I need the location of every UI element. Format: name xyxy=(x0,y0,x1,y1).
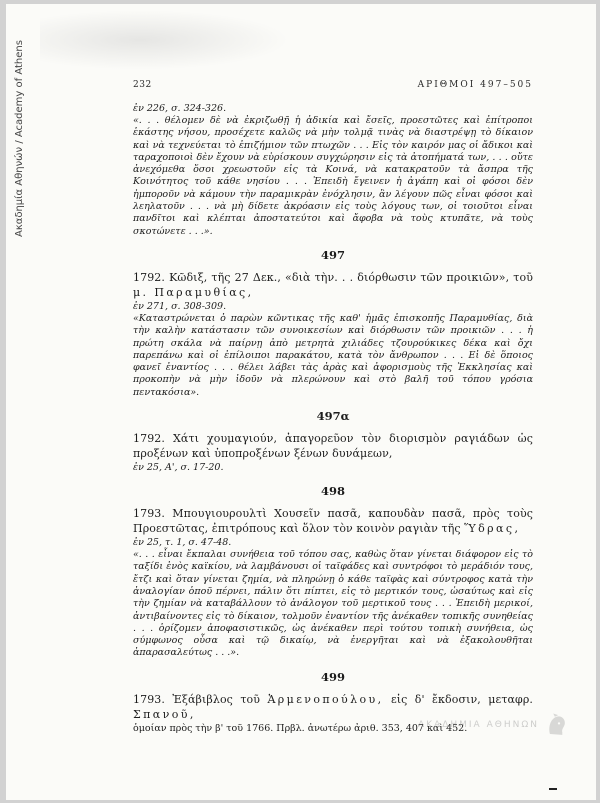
entry-497-quote: «Καταστρώνεται ὁ παρὼν κῶντικας τῆς καθ' ἡμᾶς ἐπισκοπῆς Παραμυθίας, διὰ τὴν καλὴν κατάστασιν τῶν συνοικεσίων καὶ διόρθωσιν τῶν προικιῶν . . . ἡ πρώτη σκάλα νὰ παίρνῃ ἀπὸ μετρητὰ χιλιάδες τζουρούκικες δέκα καὶ ὄχι παρεπάνω καὶ οἱ ἐπίλοιποι παρακάτου, κατὰ τὸν ἄνθρωπον . . . Εἰ δὲ ὅποιος φανεῖ ἐναντίος . . . θέλει λάβει τὰς ἀρὰς καὶ ἀφορισμοὺς τῆς Ἐκκλησίας καὶ προκοπὴν νὰ μὴν ἰδοῦν νὰ πλερώνουν καὶ στὸ βαλῆ τοῦ τόπου γρόσια πεντακόσια». xyxy=(133,312,533,398)
entry-497-heading xyxy=(133,270,533,300)
running-head xyxy=(133,80,533,90)
entry-497-heading-place: μ. Παραμυθίας, xyxy=(133,285,254,299)
entry-497-heading-text: 1792. Κῶδιξ, τῆς 27 Δεκ., «διὰ τὴν. . . διόρθωσιν τῶν προικιῶν», τοῦ xyxy=(133,270,533,284)
intro-quote: «. . . θέλομεν δὲ νὰ ἐκριζωθῇ ἡ ἀδικία καὶ ἔσεῖς, προεστῶτες καὶ ἐπίτροποι ἑκάστης νήσου, προσέχετε καλῶς νὰ μὴν τολμᾷ τινὰς νὰ διαστρέψῃ τὸ δίκαιον καὶ νὰ τεχνεύεται τὸ ἐπιζήμιον τῶν πτωχῶν . . . Εἰς τὸν καιρόν μας οἱ ἄδικοι καὶ ταραχοποιοὶ δὲν ἔχουν νὰ εὑρίσκουν συγχώρησιν εἰς τὰ ἀτοπήματά των, . . . οὔτε ἀνεχόμεθα ὅσοι χρεωστοῦν εἰς τὰ Κοινά, νὰ κατακρατοῦν τὰ ἄσπρα τῆς Κοινότητος τοῦ κάθε νησίου . . . Ἐπειδὴ ἔγεινεν ἡ ἀγάπη καὶ οἱ φόσοι δὲν ἠμποροῦν νὰ κάμουν τὴν παραμικρὰν ἐνόχλησιν, ἂν λέγουν πῶς εἶναι φόσοι καὶ λεηλατοῦν . . . νὰ μὴ δίδετε ἀκρόασιν εἰς τοὺς λόγους των, οἱ τοιοῦτοι εἶναι πανδῖτοι καὶ κλέπται ἀποστατεύτοι καὶ ἄφοβα νὰ τοὺς κτυπᾶτε, νὰ τοὺς σκοτώνετε . . .». xyxy=(133,115,533,237)
running-head-title: ΑΡΙΘΜΟΙ 497–505 xyxy=(417,80,533,90)
athena-head-icon xyxy=(545,710,568,740)
entry-499-heading-translator: Σπανοῦ, xyxy=(133,707,196,721)
entry-number-497: 497 xyxy=(320,247,345,262)
entry-498-heading-place: Ὕδρας, xyxy=(464,522,521,536)
entry-number-499: 499 xyxy=(320,669,345,684)
entry-498-quote: «. . . εἶναι ἔκπαλαι συνήθεια τοῦ τόπου σας, καθὼς ὅταν γίνεται διάφορον εἰς τὸ ταξίδι ἑνὸς καϊκίου, νὰ λαμβάνουσι οἱ ταϊφάδες καὶ συντρόφοι τὸ μεράδιόν τους, ἔτζι καὶ ὅταν γίνεται ζημία, νὰ πληρώνῃ ὁ κάθε ταϊφὰς καὶ σύντροφος κατὰ τὴν ἀναλογίαν ὁποῦ πέρνει, πάλιν ὅτι πίπτει, εἰς τὸ μερτικόν τους, ὡσαύτως καὶ εἰς τὴν ζημίαν νὰ καταβάλλουν τὸ ἀνάλογον τοῦ μερτικοῦ τους . . . Ἐπειδὴ μερικοί, ἀντιβαίνοντες εἰς τὸ δίκαιον, τολμοῦν ἐναντίον τῆς ἀνέκαθεν τοπικῆς συνηθείας . . . ὁρίζομεν ἀποφασιστικῶς, ὡς ἀνέκαθεν περὶ τούτου τοπικὴ συνήθεια, ὡς σύμφωνος οὖσα καὶ τῷ δικαίῳ, νὰ ἐνεργῆται καὶ νὰ ἐξακολουθῆται ἀπαρασαλεύτως . . .». xyxy=(133,549,533,659)
entry-497a-reference: ἐν 25, Α', σ. 17-20. xyxy=(133,462,224,474)
entry-499-note: ὁμοίαν πρὸς τὴν β' τοῦ 1766. Πρβλ. ἀνωτέρω ἀριθ. 353, 407 καὶ 452. xyxy=(133,722,468,734)
entry-499-heading-author: Ἁρμενοπούλου, xyxy=(267,692,384,706)
intro-reference: ἐν 226, σ. 324-326. xyxy=(133,103,227,114)
scan-mark xyxy=(549,788,557,790)
side-note: Ακαδημία Αθηνών / Academy of Athens xyxy=(14,40,25,237)
entry-498-reference: ἐν 25, τ. 1, σ. 47-48. xyxy=(133,537,232,549)
entry-number-498: 498 xyxy=(320,484,345,499)
scan-smudge xyxy=(40,10,290,70)
entry-498-heading-text: 1793. Μπουγιουρουλτὶ Χουσεῖν πασᾶ, καπουδὰν πασᾶ, πρὸς τοὺς Προεστῶτας, ἐπιτρόπους καὶ ὅλον τὸν κοινὸν ραγιὰν τῆς xyxy=(133,507,533,536)
watermark-text: ΑΚΑΔΗΜΙΑ ΑΘΗΝΩΝ xyxy=(418,720,539,730)
academy-watermark xyxy=(418,708,568,742)
entry-number-497a: 497α xyxy=(316,409,350,424)
entry-498-heading xyxy=(133,506,533,536)
page-number: 232 xyxy=(133,80,152,90)
body-text xyxy=(133,102,533,735)
entry-499-heading-text: 1793. Ἐξάβιβλος τοῦ xyxy=(133,692,261,706)
entry-497a-heading: 1792. Χάτι χουμαγιούν, ἀπαγορεῦον τὸν διορισμὸν ραγιάδων ὡς προξένων καὶ ὑποπροξένων ξένων δυνάμεων, xyxy=(133,432,533,461)
entry-499-heading-edition: εἰς δ' ἔκδοσιν, μεταφρ. xyxy=(390,692,533,706)
entry-497-reference: ἐν 271, σ. 308-309. xyxy=(133,300,227,312)
